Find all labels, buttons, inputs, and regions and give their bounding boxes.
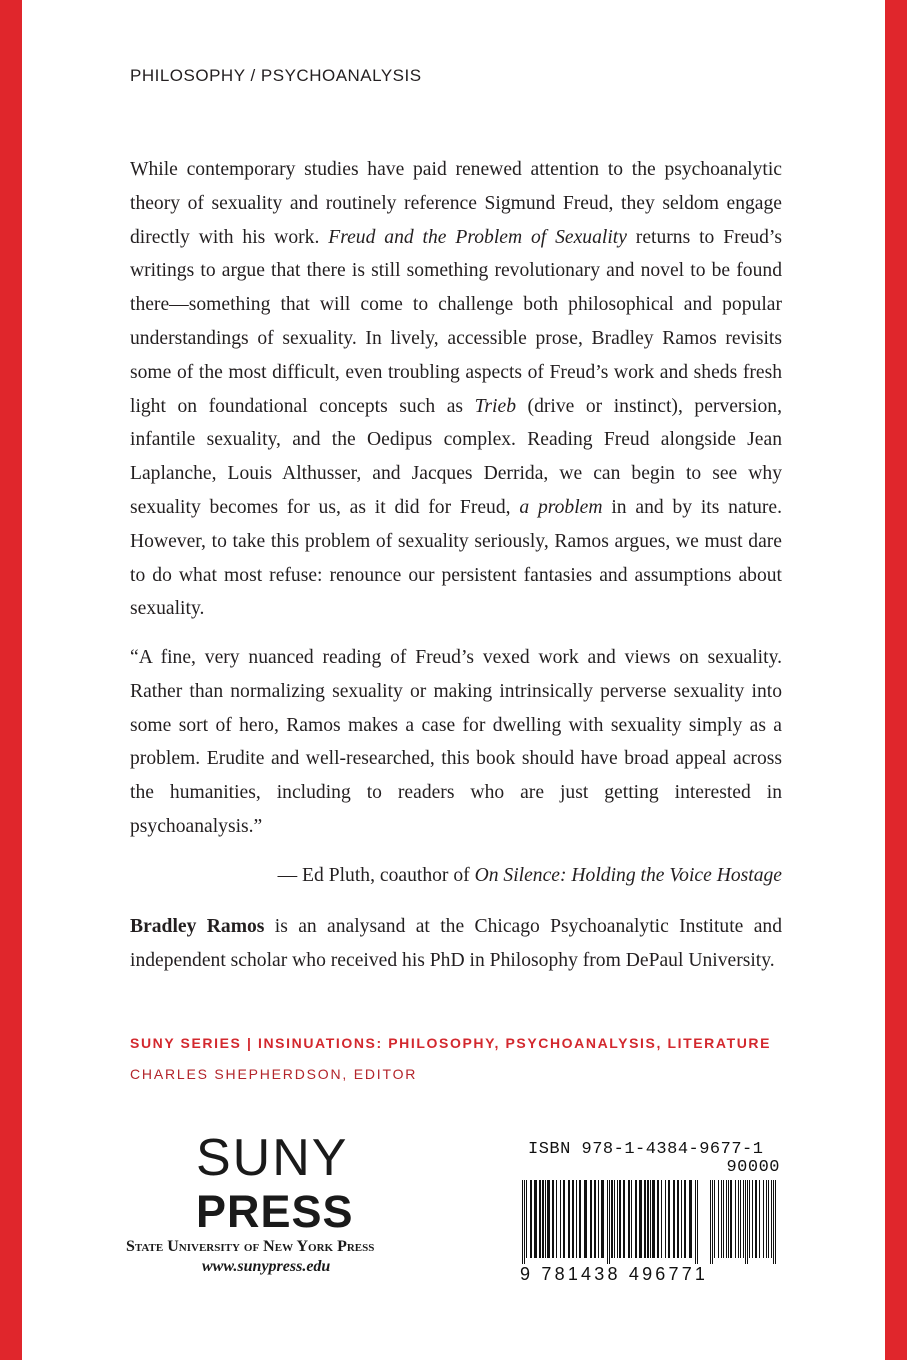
- barcode-bar: [607, 1180, 608, 1264]
- author-bio-text: is an analysand at the Chicago Psychoanalytic Institute and independent scholar who received his PhD in Philosophy from DePaul University.: [130, 916, 782, 971]
- barcode-bar: [775, 1180, 776, 1264]
- barcode-bar: [749, 1180, 750, 1258]
- barcode-bar: [522, 1180, 523, 1264]
- barcode-bar: [681, 1180, 682, 1258]
- barcode-bar: [614, 1180, 615, 1258]
- barcode-bar: [684, 1180, 686, 1258]
- barcode-bar: [695, 1180, 696, 1264]
- barcode-bar: [735, 1180, 736, 1258]
- barcode-bar: [552, 1180, 554, 1258]
- barcode-bar: [718, 1180, 719, 1258]
- endorsement-quote: “A fine, very nuanced reading of Freud’s vexed work and views on sexuality. Rather than normalizing sexuality or making intrinsically perverse sexuality into some sort of hero, Ramos makes a case for dwelling with sexuality simply as a problem. Erudite and well-researched, this book should have broad appeal across the humanities, including to readers who are just getting interested in psychoanalysis.”: [130, 647, 782, 837]
- barcode-bar: [542, 1180, 544, 1258]
- publisher-logo-press: PRESS: [196, 1186, 354, 1237]
- barcode-bar: [726, 1180, 727, 1258]
- description-part-1: While contemporary studies have paid renewed attention to the psychoanalytic theory of sexuality and routinely reference Sigmund Freud, they seldom engage directly with his work.: [130, 159, 782, 248]
- barcode-bar: [601, 1180, 604, 1258]
- barcode-bar: [524, 1180, 525, 1264]
- barcode-bar: [563, 1180, 565, 1258]
- publisher-full-name: State University of New York Press: [126, 1238, 375, 1255]
- ean-digits: 9 781438 496771: [520, 1264, 709, 1284]
- barcode-bar: [766, 1180, 767, 1258]
- endorsement-attribution: [130, 859, 782, 893]
- author-bio: [130, 910, 782, 978]
- barcode-bar: [590, 1180, 592, 1258]
- barcode-bar: [657, 1180, 659, 1258]
- barcode-bar: [534, 1180, 537, 1258]
- barcode-bar: [710, 1180, 711, 1264]
- barcode-bar: [623, 1180, 625, 1258]
- barcode-bar: [763, 1180, 764, 1258]
- barcode-bar: [747, 1180, 748, 1264]
- barcode-bar: [665, 1180, 666, 1258]
- left-accent-bar: [0, 0, 22, 1360]
- barcode-bar: [619, 1180, 621, 1258]
- attribution-prefix: — Ed Pluth, coauthor of: [277, 865, 475, 886]
- barcode-bar: [738, 1180, 739, 1258]
- book-description: [130, 153, 782, 626]
- barcode-bar: [721, 1180, 722, 1258]
- ean-barcode-bars: [520, 1180, 698, 1264]
- barcode-bar: [628, 1180, 630, 1258]
- right-accent-bar: [885, 0, 907, 1360]
- barcode-bar: [556, 1180, 557, 1258]
- isbn-number: ISBN 978-1-4384-9677-1: [528, 1140, 764, 1159]
- barcode-bar: [730, 1180, 732, 1258]
- barcode-bar: [594, 1180, 596, 1258]
- book-title-italic: Freud and the Problem of Sexuality: [328, 226, 627, 248]
- barcode-bar: [609, 1180, 610, 1264]
- publisher-logo-suny: SUNY: [196, 1129, 349, 1187]
- barcode-bar: [743, 1180, 744, 1258]
- barcode-bar: [631, 1180, 632, 1258]
- barcode-bar: [526, 1180, 527, 1258]
- barcode-bar: [568, 1180, 570, 1258]
- barcode-bar: [617, 1180, 618, 1258]
- barcode-bar: [677, 1180, 679, 1258]
- barcode-bar: [697, 1180, 698, 1264]
- description-part-4: in and by its nature. However, to take this problem of sexuality seriously, Ramos argues, we must dare to do what most refuse: renounce our persistent fantasies and assumptions about sexuality.: [130, 496, 783, 620]
- barcode-bar: [652, 1180, 655, 1258]
- description-part-3: (drive or instinct), perversion, infantile sexuality, and the Oedipus complex. Reading Freud alongside Jean Laplanche, Louis Althusser, and Jacques Derrida, we can begin to see why sexuality becomes for us, as it did for Freud,: [130, 395, 782, 518]
- barcode-bar: [740, 1180, 741, 1258]
- barcode-bar: [539, 1180, 541, 1258]
- barcode-bar: [530, 1180, 532, 1258]
- barcode-bar: [673, 1180, 675, 1258]
- barcode-bar: [668, 1180, 670, 1258]
- barcode-bar: [639, 1180, 642, 1258]
- barcode-bar: [647, 1180, 649, 1258]
- barcode-bar: [572, 1180, 574, 1258]
- price-barcode-bars: [708, 1180, 778, 1264]
- series-name: SUNY SERIES | INSINUATIONS: PHILOSOPHY, PSYCHOANALYSIS, LITERATURE: [130, 1035, 772, 1051]
- barcode-bar: [714, 1180, 715, 1258]
- barcode-bar: [560, 1180, 561, 1258]
- author-name: Bradley Ramos: [130, 916, 265, 937]
- barcode-bar: [584, 1180, 587, 1258]
- barcode-bar: [752, 1180, 753, 1258]
- barcode-bar: [689, 1180, 692, 1258]
- barcode-bar: [545, 1180, 546, 1258]
- barcode-bar: [650, 1180, 651, 1258]
- barcode-bar: [728, 1180, 729, 1258]
- book-category: PHILOSOPHY / PSYCHOANALYSIS: [130, 66, 422, 85]
- barcode-bar: [712, 1180, 713, 1264]
- barcode-bar: [755, 1180, 757, 1258]
- barcode-bar: [745, 1180, 746, 1264]
- series-editor: CHARLES SHEPHERDSON, EDITOR: [130, 1066, 418, 1082]
- barcode-bar: [771, 1180, 772, 1258]
- barcode-bar: [768, 1180, 769, 1258]
- barcode-bar: [759, 1180, 760, 1258]
- publisher-url: www.sunypress.edu: [202, 1258, 331, 1275]
- barcode-bar: [723, 1180, 724, 1258]
- isbn-barcode: [520, 1140, 782, 1290]
- problem-italic: a problem: [519, 496, 603, 518]
- barcode-bar: [635, 1180, 637, 1258]
- barcode-bar: [576, 1180, 577, 1258]
- trieb-italic: Trieb: [474, 395, 516, 417]
- barcode-bar: [579, 1180, 581, 1258]
- barcode-bar: [773, 1180, 774, 1264]
- barcode-bar: [611, 1180, 613, 1258]
- barcode-bar: [598, 1180, 599, 1258]
- barcode-bar: [661, 1180, 662, 1258]
- barcode-bar: [547, 1180, 550, 1258]
- attribution-book-title: On Silence: Holding the Voice Hostage: [474, 865, 782, 886]
- price-code: 90000: [726, 1158, 780, 1177]
- description-part-2: returns to Freud’s writings to argue that there is still something revolutionary and novel to be found there—something that will come to challenge both philosophical and popular understandings of sexuality. In lively, accessible prose, Bradley Ramos revisits some of the most difficult, even troubling aspects of Freud’s work and sheds fresh light on foundational concepts such as: [130, 226, 782, 417]
- barcode-bar: [644, 1180, 646, 1258]
